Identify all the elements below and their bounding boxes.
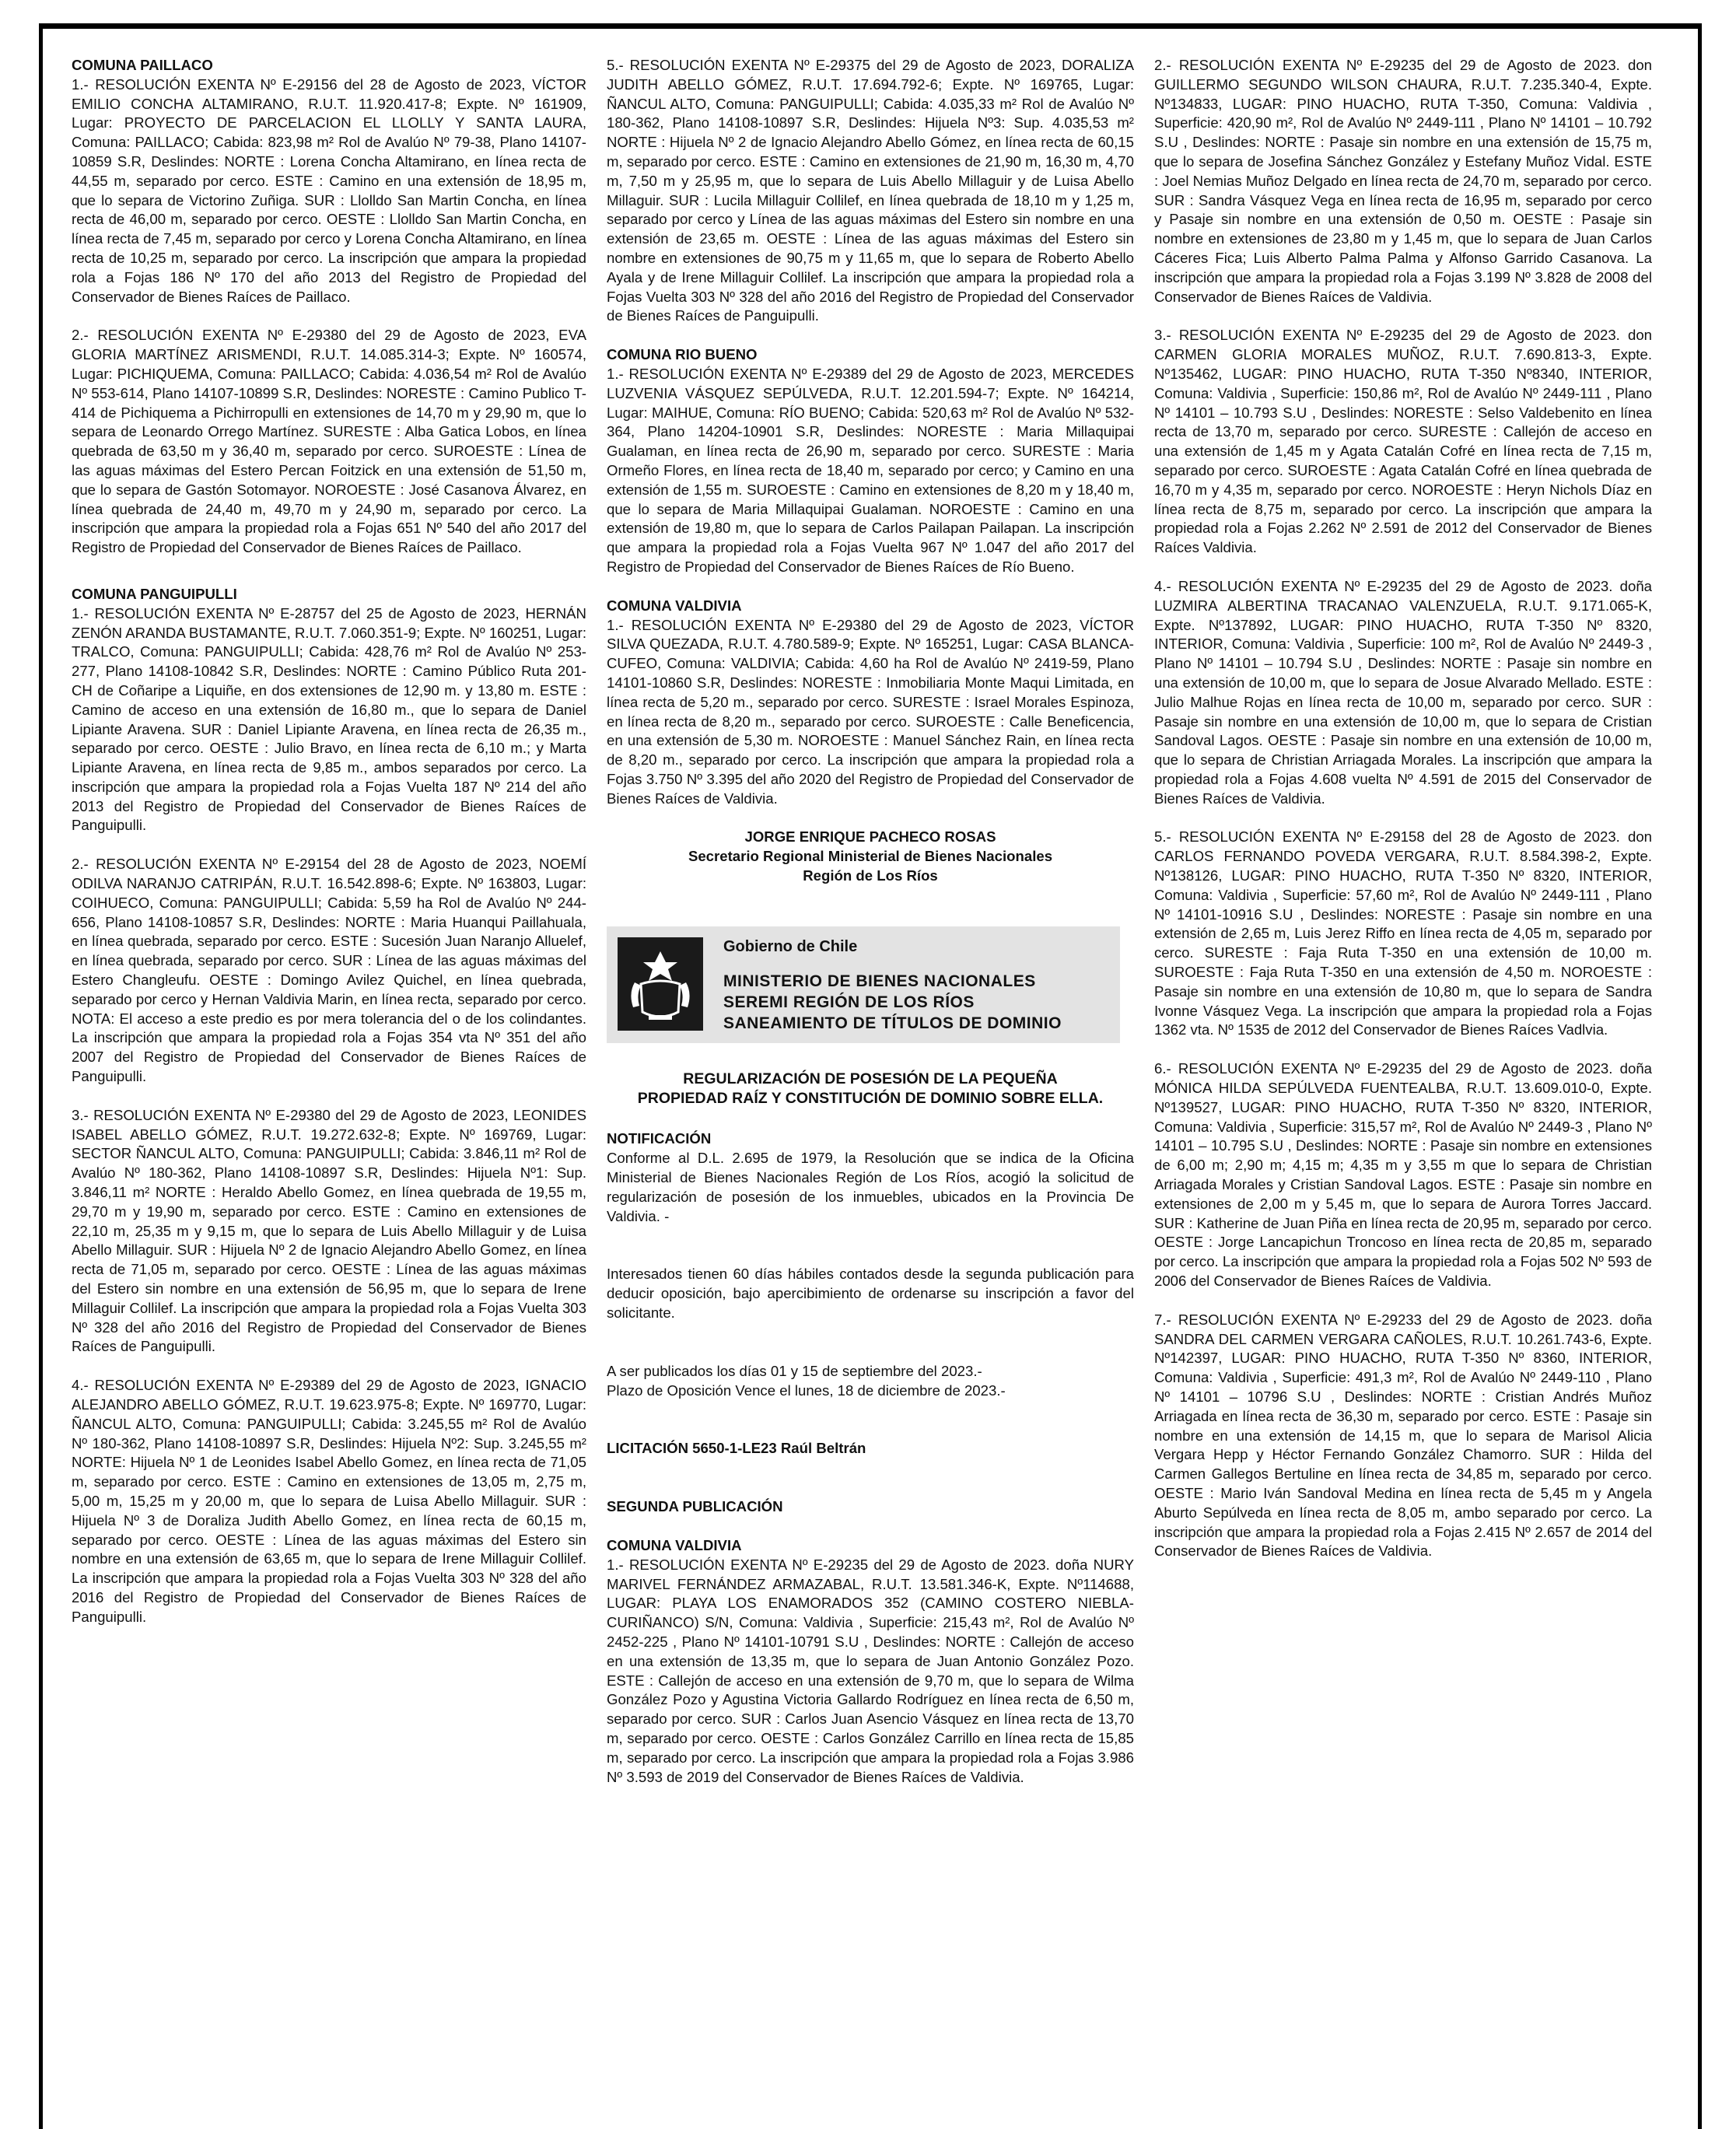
signer-name: JORGE ENRIQUE PACHECO ROSAS <box>744 828 996 846</box>
plazo-text: Plazo de Oposición Vence el lunes, 18 de diciembre de 2023.- <box>607 1381 1006 1399</box>
spacer <box>607 1245 1134 1265</box>
publicados-text: A ser publicados los días 01 y 15 de septiembre del 2023.- <box>607 1362 982 1379</box>
resolution-entry: 1.- RESOLUCIÓN EXENTA Nº E-29235 del 29 de Agosto de 2023. doña NURY MARIVEL FERNÁNDEZ ARMAZABAL, R.U.T. 13.581.346-K, Expte. Nº114688, LUGAR: PLAYA LOS ENAMORADOS 352 (CAMINO COSTERO NIEBLA-CURIÑANCO) S/N, Comuna: Valdivia , Superficie: 215,43 m², Rol de Avalúo Nº 2452-225 , Plano Nº 14101-10791 S.U , Deslindes: NORTE : Callejón de acceso en una extensión de 13,35 m, que lo separa de Juan Antonio González Pozo. ESTE : Callejón de acceso en una extensión de 9,70 m, que lo separa de Wilma González Pozo y Agustina Victoria Gallardo Rodríguez en línea recta de 6,50 m, separado por cerco. SUR : Carlos Juan Asencio Vásquez en línea recta de 13,70 m, separado por cerco. OESTE : Carlos González Carrillo en línea recta de 15,85 m, separado por cerco. La inscripción que ampara la propiedad rola a Fojas 3.986 Nº 3.593 de 2019 del Conservador de Bienes Raíces de Valdivia. <box>607 1556 1134 1785</box>
resolution-entry: 6.- RESOLUCIÓN EXENTA Nº E-29235 del 29 de Agosto de 2023. doña MÓNICA HILDA SEPÚLVEDA FUENTEALBA, R.U.T. 13.609.010-0, Expte. Nº139527, LUGAR: PINO HUACHO, RUTA T-350 Nº 8320, INTERIOR, Comuna: Valdivia , Superficie: 315,57 m², Rol de Avalúo Nº 2449-3 , Plano Nº 14101 – 10.795 S.U , Deslindes: NORTE : Pasaje sin nombre en extensiones de 6,00 m; 2,90 m; 4,15 m; 4,35 m y 3,55 m que lo separa de Christian Arriagada Morales y Cristian Sandoval Lagos. ESTE : Pasaje sin nombre en extensiones de 2,00 m y 5,45 m, que lo separa de Aurora Torres Jaccard. SUR : Katherine de Juan Piña en línea recta de 20,95 m, separado por cerco. OESTE : Jorge Lancapichun Troncoso en línea recta de 20,85 m, separado por cerco. La inscripción que ampara la propiedad rola a Fojas 502 Nº 593 de 2006 del Conservador de Bienes Raíces de Valdivia. <box>1154 1060 1652 1290</box>
chile-coat-of-arms-logo <box>618 937 703 1031</box>
gobierno-de-chile-banner <box>607 926 1120 1043</box>
section-heading-panguipulli: COMUNA PANGUIPULLI <box>72 585 237 602</box>
spacer <box>607 1420 1134 1439</box>
section-heading-valdivia: COMUNA VALDIVIA <box>607 597 742 614</box>
section-heading-valdivia-2: COMUNA VALDIVIA <box>607 1537 742 1554</box>
resolution-entry: 1.- RESOLUCIÓN EXENTA Nº E-28757 del 25 de Agosto de 2023, HERNÁN ZENÓN ARANDA BUSTAMANTE, R.U.T. 7.060.351-9; Expte. Nº 160251, Lugar: TRALCO, Comuna: PANGUIPULLI; Cabida: 428,76 m² Rol de Avalúo Nº 253-277, Plano 14108-10842 S.R, Deslindes: NORTE : Camino Público Ruta 201-CH de Coñaripe a Liquiñe, en dos extensiones de 12,90 m. y 13,80 m. ESTE : Camino de acceso en una extensión de 16,80 m., que lo separa de Daniel Lipiante Aravena. SUR : Daniel Lipiante Aravena, en línea recta de 26,35 m., separado por cerco. OESTE : Julio Bravo, en línea recta de 6,10 m.; y Marta Lipiante Aravena, en línea recta de 9,85 m., ambos separados por cerco. La inscripción que ampara la propiedad rola a Fojas Vuelta 187 Nº 214 del año 2013 del Registro de Propiedad del Conservador de Bienes Raíces de Panguipulli. <box>72 604 586 834</box>
resolution-entry: 1.- RESOLUCIÓN EXENTA Nº E-29389 del 29 de Agosto de 2023, MERCEDES LUZVENIA VÁSQUEZ SEPÚLVEDA, R.U.T. 12.201.594-7; Expte. Nº 164214, Lugar: MAIHUE, Comuna: RÍO BUENO; Cabida: 520,63 m² Rol de Avalúo Nº 532-364, Plano 14204-10901 S.R, Deslindes: NORESTE : Maria Millaquipai Gualaman, en línea recta de 26,90 m, separado por cerco. SURESTE : Maria Ormeño Flores, en línea recta de 18,40 m, separado por cerco; y Camino en una extensión de 1,55 m. SUROESTE : Camino en extensiones de 8,20 m y 18,40 m, que lo separa de Maria Millaquipai Gualaman. NOROESTE : Camino en una extensión de 19,80 m, que lo separa de Carlos Pailapan Pailapan. La inscripción que ampara la propiedad rola a Fojas Vuelta 967 Nº 1.047 del año 2017 del Registro de Propiedad del Conservador de Bienes Raíces de Río Bueno. <box>607 365 1134 575</box>
signature-block <box>607 828 1134 885</box>
section-heading-rio-bueno: COMUNA RIO BUENO <box>607 346 758 363</box>
regularizacion-title-line-1: REGULARIZACIÓN DE POSESIÓN DE LA PEQUEÑA <box>683 1070 1058 1087</box>
interesados-text: Interesados tienen 60 días hábiles contados desde la segunda publicación para deducir oposición, bajo apercibimiento de ordenarse su inscripción a favor del solicitante. <box>607 1266 1134 1322</box>
resolution-entry: 3.- RESOLUCIÓN EXENTA Nº E-29235 del 29 de Agosto de 2023. don CARMEN GLORIA MORALES MUÑOZ, R.U.T. 7.690.813-3, Expte. Nº135462, LUGAR: PINO HUACHO, RUTA T-350 Nº8340, INTERIOR, Comuna: Valdivia , Superficie: 150,86 m², Rol de Avalúo Nº 2449-111 , Plano Nº 14101 – 10.793 S.U , Deslindes: NORESTE : Selso Valdebenito en línea recta de 13,70 m, separado por cerco. SURESTE : Callejón de acceso en una extensión de 1,45 m y Agata Catalán Cofré en línea recta de 7,15 m, separado por cerco. SUROESTE : Agata Catalán Cofré en línea quebrada de 16,70 m y 4,35 m, separado por cerco. NOROESTE : Heryn Nichols Díaz en línea recta de 8,75 m, separado por cerco. La inscripción que ampara la propiedad rola a Fojas 2.262 Nº 2.591 de 2012 del Conservador de Bienes Raíces Valdivia. <box>1154 327 1652 556</box>
program-name: SANEAMIENTO DE TÍTULOS DE DOMINIO <box>723 1014 1062 1032</box>
resolution-entry: 1.- RESOLUCIÓN EXENTA Nº E-29380 del 29 de Agosto de 2023, VÍCTOR SILVA QUEZADA, R.U.T. 4.780.589-9; Expte. Nº 165251, Lugar: CASA BLANCA- CUFEO, Comuna: VALDIVIA; Cabida: 4,60 ha Rol de Avalúo Nº 2419-59, Plano 14101-10860 S.R, Deslindes: NORESTE : Inmobiliaria Monte Maqui Limitada, en línea recta de 5,20 m., separado por cerco. SURESTE : Israel Morales Espinoza, en línea recta de 8,20 m., separado por cerco. SUROESTE : Calle Beneficencia, en una extensión de 5,30 m. NOROESTE : Manuel Sánchez Rain, en línea recta de 8,20 m., separado por cerco. La inscripción que ampara la propiedad rola a Fojas 3.750 Nº 3.395 del año 2020 del Registro de Propiedad del Conservador de Bienes Raíces de Valdivia. <box>607 616 1134 807</box>
column-2 <box>607 56 1134 1787</box>
seremi-name: SEREMI REGIÓN DE LOS RÍOS <box>723 993 975 1011</box>
section-heading-paillaco: COMUNA PAILLACO <box>72 57 213 73</box>
spacer <box>607 1343 1134 1362</box>
resolution-entry: 7.- RESOLUCIÓN EXENTA Nº E-29233 del 29 de Agosto de 2023. doña SANDRA DEL CARMEN VERGARA CAÑOLES, R.U.T. 10.261.743-6, Expte. Nº142397, LUGAR: PINO HUACHO, RUTA T-350 Nº 8360, INTERIOR, Comuna: Valdivia , Superficie: 491,3 m², Rol de Avalúo Nº 2449-110 , Plano Nº 14101 – 10796 S.U , Deslindes: NORTE : Cristian Andrés Muñoz Arriagada en línea recta de 36,30 m, separado por cerco. ESTE : Pasaje sin nombre en una extensión de 14,15 m, que lo separa de Marisol Alicia Vergara Hepp y Héctor Fernando González Chamorro. SUR : Hilda del Carmen Gallegos Bertuline en línea recta de 34,85 m, separado por cerco. OESTE : Mario Iván Sandoval Medina en línea recta de 5,45 m y Angela Aburto Sepúlveda en línea recta de 8,05 m, ambo separado por cerco. La inscripción que ampara la propiedad rola a Fojas 2.415 Nº 2.657 de 2014 del Conservador de Bienes Raíces de Valdivia. <box>1154 1311 1652 1560</box>
segunda-publicacion: SEGUNDA PUBLICACIÓN <box>607 1498 783 1515</box>
resolution-entry: 5.- RESOLUCIÓN EXENTA Nº E-29375 del 29 de Agosto de 2023, DORALIZA JUDITH ABELLO GÓMEZ, R.U.T. 17.694.792-6; Expte. Nº 169765, Lugar: ÑANCUL ALTO, Comuna: PANGUIPULLI; Cabida: 4.035,33 m² Rol de Avalúo Nº 180-362, Plano 14108-10897 S.R, Deslindes: Hijuela Nº3: Sup. 4.035,53 m² NORTE : Hijuela Nº 2 de Ignacio Alejandro Abello Gómez, en línea recta de 60,15 m, separado por cerco. ESTE : Camino en extensiones de 21,90 m, 16,30 m, 4,70 m, 7,50 m y 25,95 m, que lo separa de Luis Abello Millaguir y de Luisa Abello Millaguir. SUR : Lucila Millaguir Collilef, en línea quebrada de 18,10 m y 1,25 m, separado por cerco y Línea de las aguas máximas del Estero sin nombre en una extensión de 23,65 m. OESTE : Línea de las aguas máximas del Estero sin nombre en extensiones de 90,75 m y 11,65 m, que lo separa de Roberto Abello Ayala y de Irene Millaguir Collilef. La inscripción que ampara la propiedad rola a Fojas Vuelta 303 Nº 328 del año 2016 del Registro de Propiedad del Conservador de Bienes Raíces de Panguipulli. <box>607 57 1134 324</box>
resolution-entry: 5.- RESOLUCIÓN EXENTA Nº E-29158 del 28 de Agosto de 2023. don CARLOS FERNANDO POVEDA VERGARA, R.U.T. 8.584.398-2, Expte. Nº138126, LUGAR: PINO HUACHO, RUTA T-350 Nº 8320, INTERIOR, Comuna: Valdivia , Superficie: 57,60 m², Rol de Avalúo Nº 2449-111 , Plano Nº 14101-10916 S.U , Deslindes: NORESTE : Pasaje sin nombre en una extensión de 2,65 m, Luis Jerez Riffo en línea recta de 4,05 m, separado por cerco. SURESTE : Faja Ruta T-350 en una extensión de 10,00 m. SUROESTE : Faja Ruta T-350 en una extensión de 4,50 m. NOROESTE : Pasaje sin nombre en una extensión de 10,80 m, que lo separa de Sandra Ivonne Vásquez Vega. La inscripción que ampara la propiedad rola a Fojas 1362 vta. Nº 1535 de 2012 del Conservador de Bienes Raíces Vadlvia. <box>1154 828 1652 1038</box>
gobierno-title: Gobierno de Chile <box>723 937 858 955</box>
resolution-entry: 2.- RESOLUCIÓN EXENTA Nº E-29154 del 28 de Agosto de 2023, NOEMÍ ODILVA NARANJO CATRIPÁN, R.U.T. 16.542.898-6; Expte. Nº 163803, Lugar: COIHUECO, Comuna: PANGUIPULLI; Cabida: 5,59 ha Rol de Avalúo Nº 244-656, Plano 14108-10857 S.R, Deslindes: NORTE : Maria Huanqui Paillahuala, en línea quebrada, separado por cerco. ESTE : Sucesión Juan Naranjo Alluelef, en línea quebrada, separado por cerco. SUR : Línea de las aguas máximas del Estero Changleufu. OESTE : Domingo Avilez Quichel, en línea quebrada, separado por cerco y Hernan Valdivia Marin, en línea recta, separado por cerco. NOTA: El acceso a este predio es por mera tolerancia del o de los colindantes. La inscripción que ampara la propiedad rola a Fojas 354 vta Nº 351 del año 2007 del Registro de Propiedad del Conservador de Bienes Raíces de Panguipulli. <box>72 856 586 1085</box>
licitacion-text: LICITACIÓN 5650-1-LE23 Raúl Beltrán <box>607 1440 866 1457</box>
resolution-entry: 1.- RESOLUCIÓN EXENTA Nº E-29156 del 28 de Agosto de 2023, VÍCTOR EMILIO CONCHA ALTAMIRANO, R.U.T. 11.920.417-8; Expte. Nº 161909, Lugar: PROYECTO DE PARCELACION EL LLOLLY Y SANTA LAURA, Comuna: PAILLACO; Cabida: 823,98 m² Rol de Avalúo Nº 79-38, Plano 14107-10859 S.R, Deslindes: NORTE : Lorena Concha Altamirano, en línea recta de 44,55 m, separado por cerco. ESTE : Camino en una extensión de 18,95 m, que lo separa de Victorino Zuñiga. SUR : Llolldo San Martin Concha, en línea recta de 46,00 m, separado por cerco. OESTE : Llolldo San Martin Concha, en línea recta de 7,45 m, separado por cerco y Lorena Concha Altamirano, en línea recta de 10,25 m, separado por cerco. La inscripción que ampara la propiedad rola a Fojas 186 Nº 170 del año 2013 del Registro de Propiedad del Conservador de Bienes Raíces de Paillaco. <box>72 75 586 305</box>
column-3 <box>1154 56 1652 1561</box>
resolution-entry: 4.- RESOLUCIÓN EXENTA Nº E-29235 del 29 de Agosto de 2023. doña LUZMIRA ALBERTINA TRACANAO VALENZUELA, R.U.T. 9.171.065-K, Expte. Nº137892, LUGAR: PINO HUACHO, RUTA T-350 Nº 8320, INTERIOR, Comuna: Valdivia , Superficie: 100 m², Rol de Avalúo Nº 2449-3 , Plano Nº 14101 – 10.794 S.U , Deslindes: NORTE : Pasaje sin nombre en una extensión de 10,00 m, que lo separa de Josue Alvarado Mellado. ESTE : Julio Malhue Rojas en línea recta de 10,00 m, separado por cerco. SUR : Pasaje sin nombre en una extensión de 10,00 m, que lo separa de Cristian Sandoval Lagos. OESTE : Pasaje sin nombre en una extensión de 10,00 m, que lo separa de Christian Arriagada Morales. La inscripción que ampara la propiedad rola a Fojas 4.608 vuelta Nº 4.591 de 2015 del Conservador de Bienes Raíces de Valdivia. <box>1154 577 1652 807</box>
regularizacion-title-line-2: PROPIEDAD RAÍZ Y CONSTITUCIÓN DE DOMINIO SOBRE ELLA. <box>637 1089 1104 1107</box>
column-1 <box>72 56 586 1627</box>
regularizacion-title <box>607 1070 1134 1108</box>
spacer <box>72 577 586 585</box>
spacer <box>607 1478 1134 1497</box>
banner-text <box>723 937 1112 1034</box>
resolution-entry: 3.- RESOLUCIÓN EXENTA Nº E-29380 del 29 de Agosto de 2023, LEONIDES ISABEL ABELLO GÓMEZ, R.U.T. 19.272.632-8; Expte. Nº 169769, Lugar: SECTOR ÑANCUL ALTO, Comuna: PANGUIPULLI; Cabida: 3.846,11 m² Rol de Avalúo Nº 180-362, Plano 14108-10897 S.R, Deslindes: Hijuela Nº1: Sup. 3.846,11 m² NORTE : Heraldo Abello Gomez, en línea quebrada de 19,55 m, 29,70 m y 19,90 m, separado por cerco. ESTE : Camino en extensiones de 22,10 m, 25,35 m y 9,15 m, que lo separa de Luis Abello Millaguir y de Luisa Abello Millaguir. SUR : Hijuela Nº 2 de Ignacio Alejandro Abello Gomez, en línea recta de 71,05 m, separado por cerco. OESTE : Línea de las aguas máximas del Estero sin nombre en una extensión de 56,95 m, que lo separa de Irene Millaguir Collilef. La inscripción que ampara la propiedad rola a Fojas Vuelta 303 Nº 328 del año 2016 del Registro de Propiedad del Conservador de Bienes Raíces de Panguipulli. <box>72 1106 586 1355</box>
signer-region: Región de Los Ríos <box>803 867 938 884</box>
resolution-entry: 2.- RESOLUCIÓN EXENTA Nº E-29380 del 29 de Agosto de 2023, EVA GLORIA MARTÍNEZ ARISMENDI, R.U.T. 14.085.314-3; Expte. Nº 160574, Lugar: PICHIQUEMA, Comuna: PAILLACO; Cabida: 4.036,54 m² Rol de Avalúo Nº 553-614, Plano 14107-10899 S.R, Deslindes: NORESTE : Camino Publico T-414 de Pichiquema a Pichirropulli en extensiones de 14,70 m y 29,90 m, que lo separa de Leonardo Orrego Martínez. SURESTE : Alba Gatica Lobos, en línea quebrada de 63,50 m y 36,40 m, separado por cerco. SUROESTE : Línea de las aguas máximas del Estero Percan Foitzick en una extensión de 51,50 m, que lo separa de Gastón Sotomayor. NOROESTE : José Casanova Álvarez, en línea quebrada de 24,40 m, 49,70 m y 24,90 m, separado por cerco. La inscripción que ampara la propiedad rola a Fojas 651 Nº 540 del año 2017 del Registro de Propiedad del Conservador de Bienes Raíces de Paillaco. <box>72 327 586 556</box>
notificacion-heading: NOTIFICACIÓN <box>607 1130 712 1147</box>
resolution-entry: 4.- RESOLUCIÓN EXENTA Nº E-29389 del 29 de Agosto de 2023, IGNACIO ALEJANDRO ABELLO GÓMEZ, R.U.T. 19.623.975-8; Expte. Nº 169770, Lugar: ÑANCUL ALTO, Comuna: PANGUIPULLI; Cabida: 3.245,55 m² Rol de Avalúo Nº 180-362, Plano 14108-10897 S.R, Deslindes: Hijuela Nº2: Sup. 3.245,55 m² NORTE: Hijuela Nº 1 de Leonides Isabel Abello Gomez, en línea recta de 71,05 m, separado por cerco. ESTE : Camino en extensiones de 13,05 m, 2,75 m, 5,00 m, 15,25 m y 20,00 m, que lo separa de Luisa Abello Millaguir. SUR : Hijuela Nº 3 de Doraliza Judith Abello Gomez, en línea recta de 60,15 m, separado por cerco. OESTE : Línea de las aguas máximas del Estero sin nombre en una extensión de 63,65 m, que lo separa de Irene Millaguir Collilef. La inscripción que ampara la propiedad rola a Fojas Vuelta 303 Nº 328 del año 2016 del Registro de Propiedad del Conservador de Bienes Raíces de Panguipulli. <box>72 1377 586 1625</box>
ministry-name: MINISTERIO DE BIENES NACIONALES <box>723 972 1036 990</box>
signer-role: Secretario Regional Ministerial de Bienes Nacionales <box>688 848 1053 865</box>
notificacion-text: Conforme al D.L. 2.695 de 1979, la Resolución que se indica de la Oficina Ministerial de Bienes Nacionales Región de Los Ríos, acogió la solicitud de regularización de posesión de los inmuebles, ubicados en la Provincia De Valdivia. - <box>607 1150 1134 1224</box>
resolution-entry: 2.- RESOLUCIÓN EXENTA Nº E-29235 del 29 de Agosto de 2023. don GUILLERMO SEGUNDO WILSON CHAURA, R.U.T. 7.235.340-4, Expte. Nº134833, LUGAR: PINO HUACHO, RUTA T-350, Comuna: Valdivia , Superficie: 420,90 m², Rol de Avalúo Nº 2449-111 , Plano Nº 14101 – 10.792 S.U , Deslindes: NORTE : Pasaje sin nombre en una extensión de 15,75 m, que lo separa de Josefina Sánchez González y Estefany Muñoz Vidal. ESTE : Joel Nemias Muñoz Delgado en línea recta de 24,70 m, separado por cerco. SUR : Sandra Vásquez Vega en línea recta de 16,95 m, separado por cerco y Pasaje sin nombre en una extensión de 0,50 m. OESTE : Pasaje sin nombre en extensiones de 23,80 m y 1,45 m, que lo separa de Juan Carlos Cáceres Fica; Luis Alberto Palma Palma y Alfonso Garrido Casanova. La inscripción que ampara la propiedad rola a Fojas 3.199 Nº 3.828 de 2008 del Conservador de Bienes Raíces de Valdivia. <box>1154 57 1652 305</box>
